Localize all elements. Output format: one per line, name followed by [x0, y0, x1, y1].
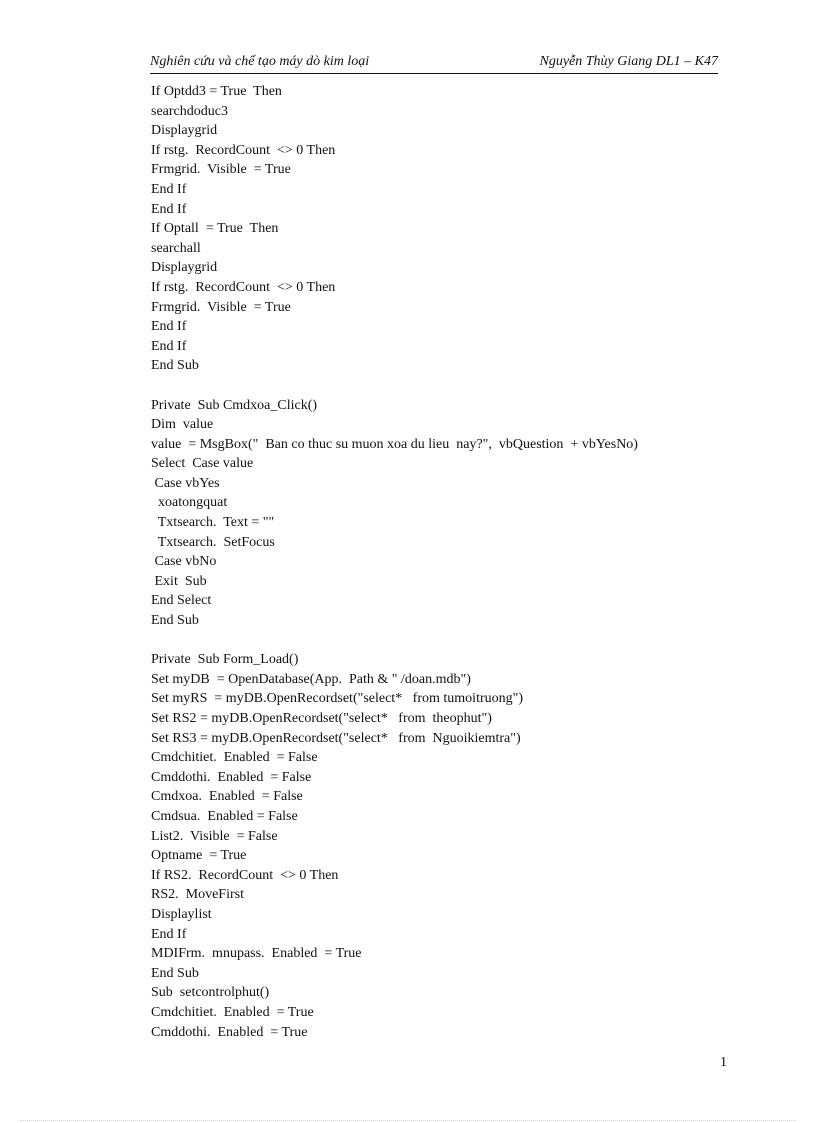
code-line: Cmdsua. Enabled = False	[151, 808, 298, 824]
code-line: Txtsearch. Text = ""	[151, 515, 275, 531]
code-line: value = MsgBox(" Ban co thuc su muon xoa du lieu nay?", vbQuestion + vbYesNo)	[151, 436, 638, 452]
code-line: Frmgrid. Visible = True	[151, 299, 291, 315]
code-line: Private Sub Cmdxoa_Click()	[151, 397, 318, 413]
code-line: Case vbNo	[151, 554, 217, 570]
page-header	[150, 53, 718, 74]
code-line: Cmddothi. Enabled = True	[151, 1024, 308, 1040]
page-number: 1	[720, 1055, 727, 1070]
code-line: If RS2. RecordCount <> 0 Then	[151, 867, 339, 883]
code-line	[151, 631, 751, 651]
code-line: Private Sub Form_Load()	[151, 652, 299, 668]
code-line: Sub setcontrolphut()	[151, 985, 270, 1001]
code-line: xoatongquat	[151, 495, 228, 511]
code-line: Displaylist	[151, 906, 212, 922]
code-line: Set RS3 = myDB.OpenRecordset("select* from Nguoikiemtra")	[151, 730, 521, 746]
code-line: Cmdxoa. Enabled = False	[151, 789, 303, 805]
code-line: Case vbYes	[151, 475, 220, 491]
code-line: End If	[151, 181, 187, 197]
code-line: End Sub	[151, 965, 199, 981]
code-line: Cmddothi. Enabled = False	[151, 769, 312, 785]
code-line: searchall	[151, 240, 201, 256]
code-line: Exit Sub	[151, 573, 207, 589]
code-line: searchdoduc3	[151, 103, 228, 119]
code-line: End Sub	[151, 358, 199, 374]
code-line: End If	[151, 201, 187, 217]
code-line: RS2. MoveFirst	[151, 887, 244, 903]
code-line: Set myRS = myDB.OpenRecordset("select* from tumoitruong")	[151, 691, 523, 707]
code-line: If Optall = True Then	[151, 221, 279, 237]
code-line: Frmgrid. Visible = True	[151, 162, 291, 178]
code-line: Set RS2 = myDB.OpenRecordset("select* from theophut")	[151, 711, 492, 726]
code-line: Displaygrid	[151, 260, 218, 276]
code-line: List2. Visible = False	[151, 828, 278, 844]
code-line: End Select	[151, 593, 212, 609]
code-line: Optname = True	[151, 848, 247, 864]
code-line: End Sub	[151, 613, 199, 629]
code-line: If Optdd3 = True Then	[151, 84, 282, 99]
code-line: End If	[151, 319, 187, 335]
code-line: Select Case value	[151, 456, 254, 472]
code-line: End If	[151, 926, 187, 942]
code-line: If rstg. RecordCount <> 0 Then	[151, 142, 336, 158]
page-bottom-rule	[20, 1120, 796, 1121]
code-line: End If	[151, 338, 187, 354]
header-author: Nguyễn Thùy Giang DL1 – K47	[539, 54, 718, 69]
code-line	[151, 376, 751, 396]
header-title: Nghiên cứu và chế tạo máy dò kim loại	[150, 54, 370, 69]
code-listing	[151, 82, 751, 1042]
code-line: If rstg. RecordCount <> 0 Then	[151, 279, 336, 295]
code-line: Cmdchitiet. Enabled = True	[151, 1004, 314, 1020]
code-line: Txtsearch. SetFocus	[151, 534, 275, 550]
code-line: Set myDB = OpenDatabase(App. Path & " /doan.mdb")	[151, 671, 471, 687]
code-line: Dim value	[151, 417, 214, 433]
code-line: MDIFrm. mnupass. Enabled = True	[151, 946, 362, 962]
code-line: Displaygrid	[151, 123, 218, 139]
code-line: Cmdchitiet. Enabled = False	[151, 750, 318, 766]
